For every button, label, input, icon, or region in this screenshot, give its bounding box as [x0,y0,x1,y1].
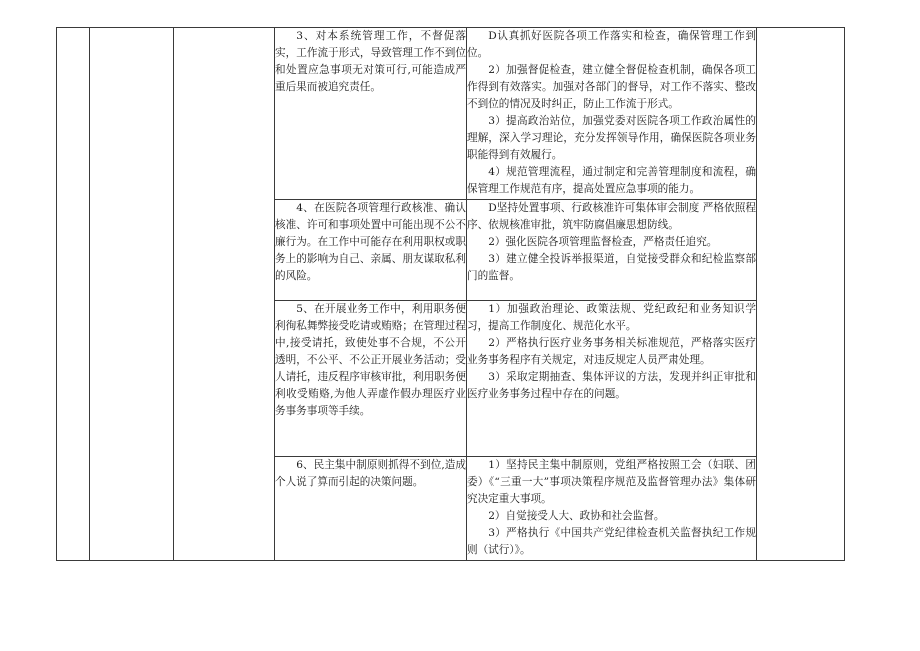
control-measures-cell [467,457,757,561]
risk-point-text: 6、民主集中制原则抓得不到位,造成个人说了算而引起的决策问题。 [275,459,466,488]
measure-text: 3）建立健全投诉举报渠道，自觉接受群众和纪检监察部门的监督。 [467,253,756,282]
measure-text: 2）强化医院各项管理监督检查，严格责任追究。 [488,236,718,248]
risk-point-cell [275,301,467,457]
risk-point-cell [275,200,467,301]
measure-text: 4）规范管理流程，通过制定和完善管理制度和流程，确保管理工作规范有序，提高处置应急事项的能力。 [467,166,756,195]
post-cell [90,28,174,561]
duty-cell [174,28,275,561]
risk-point-text: 3、对本系统管理工作，不督促落实，工作流于形式，导致管理工作不到位和处置应急事项无对策可行,可能造成严重后果而被追究责任。 [275,30,466,93]
measure-text: 3）提高政治站位，加强党委对医院各项工作政治属性的理解，深入学习理论，充分发挥领导作用，确保医院各项业务职能得到有效履行。 [467,115,756,161]
risk-point-text: 4、在医院各项管理行政核准、确认核准、许可和事项处置中可能出现不公不廉行为。在工作中可能存在利用职权或职务上的影响为自己、亲属、朋友谋取私利的风险。 [275,202,466,282]
measure-text: 1）坚持民主集中制原则，党组严格按照工会（妇联、团委）《“三重一大”事项决策程序规范及监督管理办法》集体研究决定重大事项。 [467,459,756,505]
remarks-cell [757,28,845,561]
risk-point-cell [275,457,467,561]
measure-text: 2）加强督促检查，建立健全督促检查机制，确保各项工作得到有效落实。加强对各部门的督导，对工作不落实、整改不到位的情况及时纠正，防止工作流于形式。 [467,64,756,110]
risk-control-table [56,27,845,561]
measure-text: 3）严格执行《中国共产党纪律检查机关监督执纪工作规则（试行）》。 [467,527,756,556]
measure-text: 2）自觉接受人大、政协和社会监督。 [488,510,665,522]
control-measures-cell [467,200,757,301]
measure-text: 2）严格执行医疗业务事务相关标准规范，严格落实医疗业务事务程序有关规定，对违反规定人员严肃处理。 [467,337,756,366]
risk-point-cell [275,28,467,200]
table-row [57,28,845,200]
measure-text: 3）采取定期抽查、集体评议的方法，发现并纠正审批和医疗业务事务过程中存在的问题。 [467,371,756,400]
index-cell [57,28,90,561]
measure-text: D坚持处置事项、行政核准许可集体审会制度 严格依照程序、依规核准审批，筑牢防腐倡廉思想防线。 [467,202,756,231]
control-measures-cell [467,301,757,457]
control-measures-cell [467,28,757,200]
measure-text: 1）加强政治理论、政策法规、党纪政纪和业务知识学习，提高工作制度化、规范化水平。 [467,303,756,332]
measure-text: D认真抓好医院各项工作落实和检查，确保管理工作到位。 [467,30,756,59]
risk-point-text: 5、在开展业务工作中，利用职务便利徇私舞弊接受吃请或贿赂；在管理过程中,接受请托，致使处事不合规，不公开透明，不公平、不公正开展业务活动；受人请托，违反程序审核审批，利用职务便利收受贿赂,为他人弄虚作假办理医疗业务事务事项等手续。 [275,303,466,417]
